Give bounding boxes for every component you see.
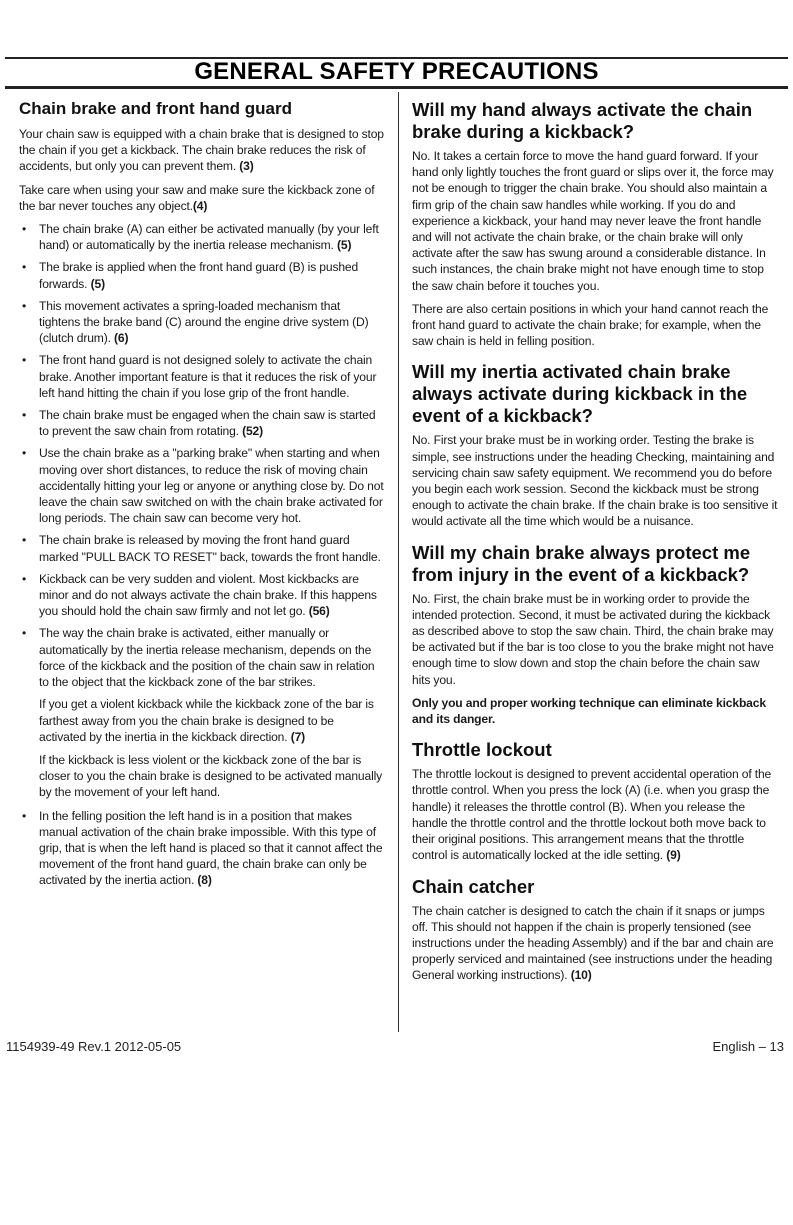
header-rule-bottom — [5, 86, 788, 89]
list-item: • The way the chain brake is activated, either manually or automatically by the inertia release mechanism, depends on the force of the kickback and the position of the chain saw in relation to the object that the kickback zone of the bar strikes. — [19, 625, 384, 690]
list-item: • The chain brake must be engaged when the chain saw is started to prevent the saw chain from rotating. (52) — [19, 407, 384, 439]
section-heading-inertia-brake: Will my inertia activated chain brake always activate during kickback in the event of a kickback? — [412, 361, 748, 427]
section-heading-chain-catcher: Chain catcher — [412, 875, 535, 897]
list-item: • This movement activates a spring-loaded mechanism that tightens the brake band (C) around the engine drive system (D) (clutch drum). (6) — [19, 298, 384, 347]
bullet-list — [19, 221, 384, 690]
paragraph: No. First, the chain brake must be in working order to provide the intended protection. Second, it must be activated during the kickback as described above to stop the saw chain. Third, the chain brake may be activated but if the bar is too close to you the brake might not have enough time to slow down and stop the chain before the chain saw hits you. — [412, 591, 774, 687]
sub-paragraph: If the kickback is less violent or the kickback zone of the bar is closer to you the chain brake is designed to be activated manually by the movement of your left hand. — [39, 752, 383, 800]
footer-document-number: 1154939-49 Rev.1 2012-05-05 — [6, 1039, 182, 1054]
paragraph: The throttle lockout is designed to prevent accidental operation of the throttle control. When you press the lock (A) (i.e. when you grasp the handle) it releases the throttle control (B). When you release the handle the throttle control and the throttle lockout both move back to their original positions. This arrangement means that the throttle control is automatically locked at the idle setting. (9) — [412, 767, 772, 863]
column-divider — [398, 92, 399, 1032]
list-item: • The chain brake is released by moving the front hand guard marked "PULL BACK TO RESET" back, towards the front handle. — [19, 532, 384, 564]
emphasis-paragraph: Only you and proper working technique can eliminate kickback and its danger. — [412, 695, 766, 727]
footer-page-number: English – 13 — [712, 1039, 784, 1054]
paragraph: No. It takes a certain force to move the hand guard forward. If your hand only lightly touches the front guard or slips over it, the force may not be enough to trigger the chain brake. You should also maintain a firm grip of the chain saw handles while working. If you do and experience a kickback, your hand may never leave the front handle and will not activate the chain brake, or the chain brake will only activate after the saw has swung around a considerable distance. In such instances, the chain brake might not have enough time to stop the saw chain before it touches you. — [412, 149, 774, 293]
bullet-list — [19, 808, 384, 889]
list-item: • The front hand guard is not designed solely to activate the chain brake. Another important feature is that it reduces the risk of your left hand hitting the chain if you lose grip of the front handle. — [19, 352, 384, 401]
paragraph: No. First your brake must be in working order. Testing the brake is simple, see instructions under the heading Checking, maintaining and servicing chain saw safety equipment. We recommend you do before you begin each work session. Second the kickback must be strong enough to activate the chain brake. If the chain brake is too sensitive it would activate all the time which would be a nuisance. — [412, 433, 778, 529]
list-item: • The brake is applied when the front hand guard (B) is pushed forwards. (5) — [19, 259, 384, 291]
paragraph: There are also certain positions in which your hand cannot reach the front hand guard to activate the chain brake; for example, when the saw chain is held in felling position. — [412, 301, 769, 349]
section-heading-throttle-lockout: Throttle lockout — [412, 739, 552, 761]
sub-paragraph: If you get a violent kickback while the kickback zone of the bar is farthest away from you the chain brake is designed to be activated by the inertia in the kickback direction. (7) — [39, 697, 374, 744]
paragraph: Take care when using your saw and make sure the kickback zone of the bar never touches any object.(4) — [19, 182, 375, 213]
paragraph: The chain catcher is designed to catch the chain if it snaps or jumps off. This should not happen if the chain is properly tensioned (see instructions under the heading Assembly) and if the bar and chain are properly serviced and maintained (see instructions under the heading General working instructions). (10) — [412, 903, 774, 983]
right-column — [412, 99, 778, 991]
left-column — [19, 99, 384, 895]
paragraph: Your chain saw is equipped with a chain brake that is designed to stop the chain if you get a kickback. The chain brake reduces the risk of accidents, but only you can prevent them. (3) — [19, 127, 384, 174]
list-item: • Use the chain brake as a "parking brake" when starting and when moving over short distances, to reduce the risk of moving chain accidentally hitting your leg or anyone or anything close by. Do not leave the chain saw switched on with the chain brake activated for long periods. The chain saw can become very hot. — [19, 445, 384, 526]
list-item: • Kickback can be very sudden and violent. Most kickbacks are minor and do not always activate the chain brake. If this happens you should hold the chain saw firmly and not let go. (56) — [19, 571, 384, 620]
section-heading-chain-brake: Chain brake and front hand guard — [19, 99, 292, 118]
list-item: • In the felling position the left hand is in a position that makes manual activation of the chain brake impossible. With this type of grip, that is when the left hand is placed so that it cannot affect the movement of the front hand guard, the chain brake can only be activated by the inertia action. (8) — [19, 808, 384, 889]
list-item: • The chain brake (A) can either be activated manually (by your left hand) or automatically by the inertia release mechanism. (5) — [19, 221, 384, 253]
page-title: GENERAL SAFETY PRECAUTIONS — [194, 58, 599, 85]
section-heading-brake-protection: Will my chain brake always protect me from injury in the event of a kickback? — [412, 541, 751, 585]
section-heading-hand-activation: Will my hand always activate the chain brake during a kickback? — [412, 99, 753, 142]
